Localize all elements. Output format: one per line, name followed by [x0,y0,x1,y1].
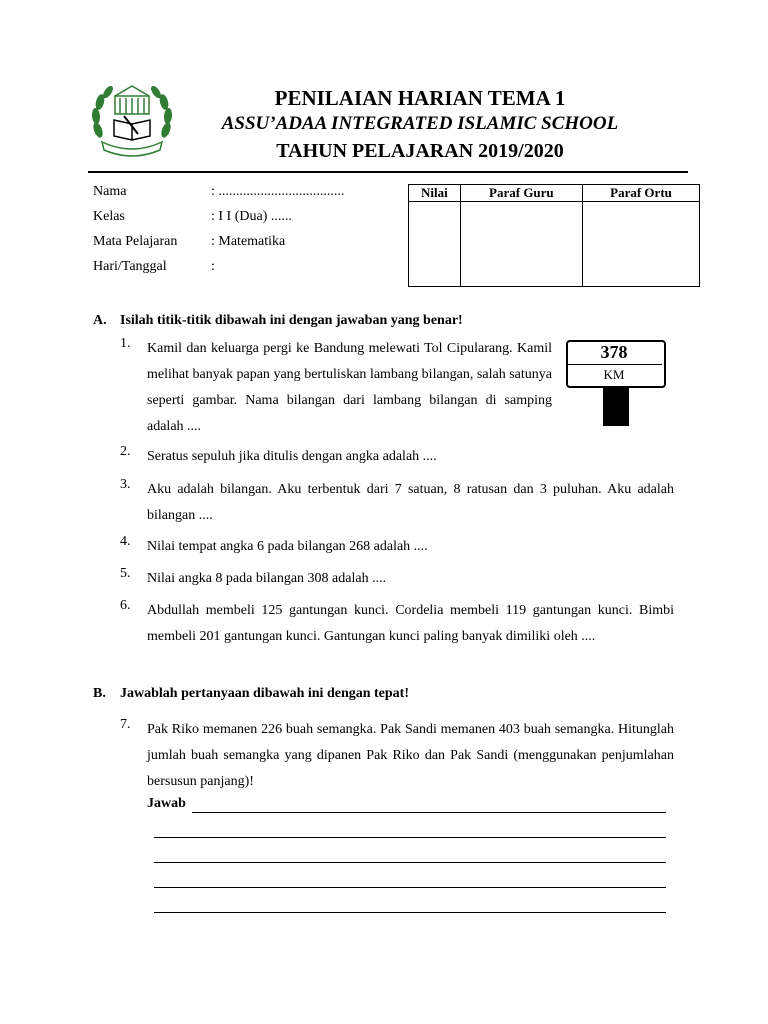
section-b-heading [93,686,409,702]
exam-title: PENILAIAN HARIAN TEMA 1 [274,86,566,110]
question-text: Pak Riko memanen 226 buah semangka. Pak Sandi memanen 403 buah semangka. Hitunglah jumlah buah semangka yang dipanen Pak Riko dan Pak Sandi (menggunakan penjumlahan bersusun panjang)! [147,722,674,789]
question-text: Seratus sepuluh jika ditulis dengan angka adalah .... [147,449,437,464]
question-5 [120,566,674,592]
school-logo [88,80,176,160]
sign-divider [566,364,662,365]
info-value: : .................................... [211,184,345,199]
section-a-heading [93,313,463,329]
answer-line[interactable] [154,862,666,863]
question-number: 2. [120,444,131,459]
answer-label [147,796,186,812]
answer-line[interactable] [154,837,666,838]
info-label: Nama [93,184,127,199]
question-number: 6. [120,598,131,613]
answer-line[interactable] [154,887,666,888]
info-row-tanggal [93,259,401,284]
question-7 [120,717,674,795]
question-4 [120,534,674,560]
answer-line[interactable] [154,912,666,913]
section-instruction: Jawablah pertanyaan dibawah ini dengan tepat! [120,686,410,701]
info-value: : [211,259,215,274]
question-text: Aku adalah bilangan. Aku terbentuk dari 7 satuan, 8 ratusan dan 3 puluhan. Aku adalah bilangan .... [147,482,674,523]
header-paraf-ortu: Paraf Ortu [583,185,700,202]
question-2 [120,444,674,470]
section-letter: A. [93,313,107,328]
section-instruction: Isilah titik-titik dibawah ini dengan jawaban yang benar! [120,313,463,328]
info-label: Hari/Tanggal [93,259,167,274]
info-row-nama [93,184,401,209]
sign-unit: KM [603,367,625,382]
score-table [408,184,700,287]
km-sign [566,340,664,428]
sign-number: 378 [600,342,628,362]
info-row-mapel [93,234,401,259]
info-value: : Matematika [211,234,286,249]
cell-paraf-guru [460,202,582,287]
info-row-kelas [93,209,401,234]
sign-pole [603,386,629,426]
question-number: 5. [120,566,131,581]
question-text: Nilai tempat angka 6 pada bilangan 268 adalah .... [147,539,428,554]
section-letter: B. [93,686,106,701]
cell-paraf-ortu [583,202,700,287]
question-1 [120,336,552,440]
question-number: 1. [120,336,131,351]
question-text: Nilai angka 8 pada bilangan 308 adalah .... [147,571,387,586]
question-number: 4. [120,534,131,549]
question-text: Abdullah membeli 125 gantungan kunci. Cordelia membeli 119 gantungan kunci. Bimbi membeli 201 gantungan kunci. Gantungan kunci paling banyak dimiliki oleh .... [147,603,674,644]
student-info [93,184,401,284]
academic-year: TAHUN PELAJARAN 2019/2020 [276,140,564,162]
question-text: Kamil dan keluarga pergi ke Bandung melewati Tol Cipularang. Kamil melihat banyak papan yang bertuliskan lambang bilangan, salah satunya seperti gambar. Nama bilangan dari lambang bilangan di samping adalah .... [147,341,552,434]
question-number: 3. [120,477,131,492]
cell-nilai [409,202,461,287]
question-number: 7. [120,717,131,732]
answer-label-text: Jawab [147,796,186,811]
info-label: Mata Pelajaran [93,234,178,249]
info-label: Kelas [93,209,125,224]
question-6 [120,598,674,650]
question-3 [120,477,674,529]
header-paraf-guru: Paraf Guru [460,185,582,202]
header-nilai: Nilai [409,185,461,202]
info-value: : I I (Dua) ...... [211,209,292,224]
school-name: ASSU’ADAA INTEGRATED ISLAMIC SCHOOL [221,113,619,134]
answer-line[interactable] [192,812,666,813]
header-divider [88,171,688,173]
